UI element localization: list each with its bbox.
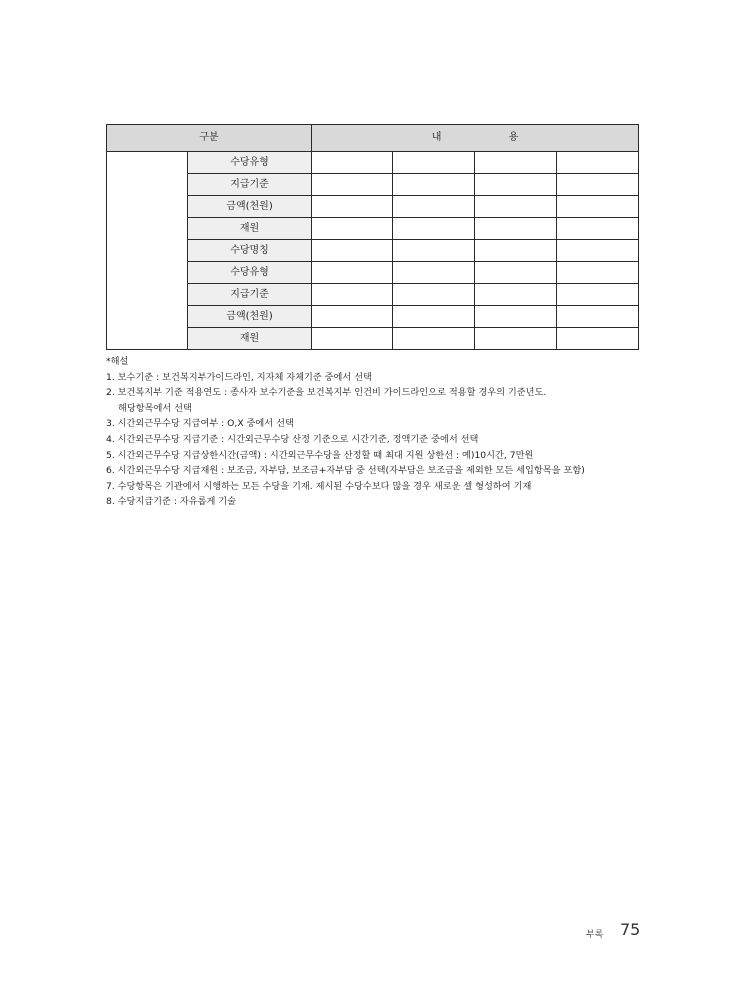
note-line: 6. 시간외근무수당 지급재원 : 보조금, 자부담, 보조금+자부담 중 선택(자부담은 보조금을 제외한 모든 세입항목을 포함) <box>106 465 585 477</box>
table-cell <box>475 218 557 240</box>
table-cell <box>393 262 475 284</box>
table-cell <box>312 328 393 350</box>
note-line: 8. 수당지급기준 : 자유롭게 기술 <box>106 496 237 508</box>
note-line: 5. 시간외근무수당 지급상한시간(금액) : 시간외근무수당을 산정할 때 최대 지원 상한선 : 예)10시간, 7만원 <box>106 449 534 461</box>
row-label: 수당명칭 <box>188 240 312 262</box>
table-cell <box>393 218 475 240</box>
note-line: 1. 보수기준 : 보건복지부가이드라인, 지자체 자체기준 중에서 선택 <box>106 371 372 383</box>
note-line: 2. 보건복지부 기준 적용연도 : 종사자 보수기준을 보건복지부 인건비 가이드라인으로 적용할 경우의 기준년도. <box>106 387 547 399</box>
table-cell <box>312 174 393 196</box>
row-label: 금액(천원) <box>188 196 312 218</box>
category-cell <box>107 152 188 350</box>
table-cell <box>393 306 475 328</box>
table-cell <box>475 328 557 350</box>
table-cell <box>475 152 557 174</box>
table-cell <box>557 240 639 262</box>
table-cell <box>557 174 639 196</box>
table-cell <box>393 328 475 350</box>
row-label: 수당유형 <box>188 262 312 284</box>
table-cell <box>312 262 393 284</box>
notes-title: *해설 <box>106 356 129 367</box>
header-category: 구분 <box>107 125 312 152</box>
table-cell <box>393 284 475 306</box>
note-line: 해당항목에서 선택 <box>118 402 192 414</box>
table-cell <box>312 152 393 174</box>
table-cell <box>475 240 557 262</box>
table-cell <box>312 218 393 240</box>
table-cell <box>557 328 639 350</box>
table-cell <box>557 262 639 284</box>
table-cell <box>312 306 393 328</box>
table-cell <box>393 196 475 218</box>
table-cell <box>312 284 393 306</box>
table-cell <box>475 196 557 218</box>
row-label: 재원 <box>188 328 312 350</box>
table-cell <box>475 262 557 284</box>
table-cell <box>475 284 557 306</box>
notes-section <box>106 354 646 510</box>
table-cell <box>393 240 475 262</box>
footer-section-label: 부록 <box>586 930 604 940</box>
allowance-table <box>106 124 639 350</box>
row-label: 재원 <box>188 218 312 240</box>
note-line: 7. 수당항목은 기관에서 시행하는 모든 수당을 기재. 제시된 수당수보다 많을 경우 새로운 셀 형성하여 기재 <box>106 480 532 492</box>
table-cell <box>475 174 557 196</box>
row-label: 지급기준 <box>188 284 312 306</box>
row-label: 지급기준 <box>188 174 312 196</box>
row-label: 금액(천원) <box>188 306 312 328</box>
table-cell <box>557 218 639 240</box>
header-content <box>312 125 639 152</box>
table-row <box>107 152 639 174</box>
row-label: 수당유형 <box>188 152 312 174</box>
table-cell <box>312 240 393 262</box>
note-line: 4. 시간외근무수당 지급기준 : 시간외근무수당 산정 기준으로 시간기준, 정액기준 중에서 선택 <box>106 433 479 445</box>
table-cell <box>557 196 639 218</box>
note-line: 3. 시간외근무수당 지급여부 : O,X 중에서 선택 <box>106 418 294 430</box>
table-cell <box>557 284 639 306</box>
table-header-row <box>107 125 639 152</box>
table-cell <box>312 196 393 218</box>
table-cell <box>475 306 557 328</box>
table-cell <box>557 306 639 328</box>
table-cell <box>393 174 475 196</box>
page-number: 75 <box>620 920 641 939</box>
header-content-text: 내 용 <box>431 132 551 143</box>
table-cell <box>557 152 639 174</box>
table-cell <box>393 152 475 174</box>
